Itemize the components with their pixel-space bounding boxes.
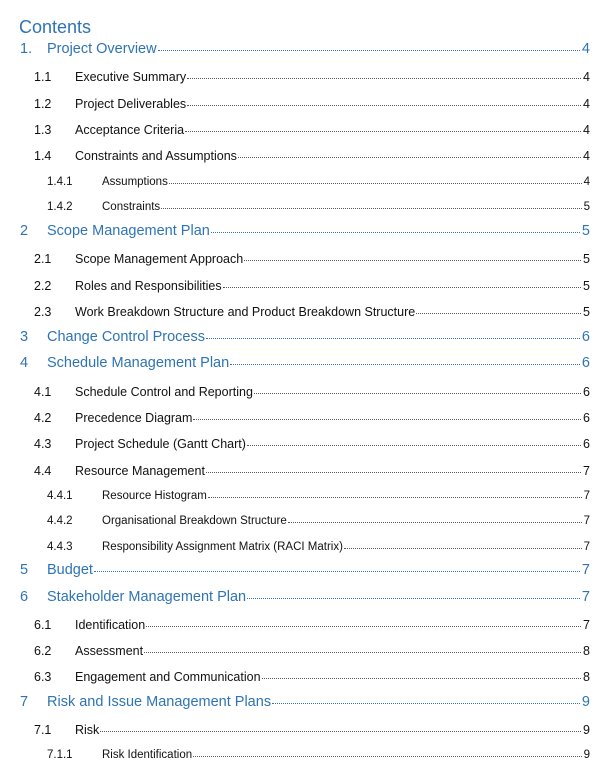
toc-entry-title[interactable]: Organisational Breakdown Structure [102,515,287,527]
toc-entry-title[interactable]: Executive Summary [75,70,187,84]
toc-leader-dots [247,587,580,599]
toc-entry[interactable] [0,353,602,373]
toc-entry[interactable] [0,692,602,712]
toc-entry[interactable] [0,560,602,580]
toc-entry-page[interactable]: 7 [581,562,590,578]
toc-entry-page[interactable]: 9 [583,723,590,737]
toc-entry-number: 4.4.2 [47,515,73,527]
toc-entry-title[interactable]: Constraints and Assumptions [75,149,237,163]
toc-entry-title[interactable]: Scope Management Approach [75,252,244,266]
toc-entry-page[interactable]: 8 [583,644,590,658]
toc-entry-number: 4.4.1 [47,490,73,502]
toc-entry-title[interactable]: Change Control Process [47,329,205,345]
toc-entry-title[interactable]: Project Overview [47,41,157,57]
toc-entry-title[interactable]: Risk and Issue Management Plans [47,694,272,710]
toc-entry-number: 7 [20,694,29,710]
toc-entry-page[interactable]: 8 [583,670,590,684]
toc-entry-number: 4.1 [34,385,52,399]
toc-entry[interactable] [0,745,602,765]
toc-entry[interactable] [0,221,602,241]
toc-entry-title[interactable]: Roles and Responsibilities [75,279,222,293]
toc-entry-number: 6 [20,589,29,605]
toc-entry-page[interactable]: 6 [581,329,590,345]
toc-leader-dots [144,641,581,653]
toc-leader-dots [146,615,581,627]
toc-leader-dots [185,120,581,132]
toc-entry[interactable] [0,39,602,59]
toc-entry-title[interactable]: Assessment [75,644,144,658]
toc-leader-dots [211,221,580,233]
toc-entry-page[interactable]: 7 [583,464,590,478]
toc-entry-page[interactable]: 7 [583,541,590,553]
toc-leader-dots [158,39,580,51]
toc-entry[interactable] [0,486,602,506]
toc-entry-number: 1.3 [34,123,52,137]
toc-entry-title[interactable]: Schedule Management Plan [47,355,230,371]
toc-entry-number: 3 [20,329,29,345]
toc-leader-dots [187,94,581,106]
toc-leader-dots [238,146,581,158]
toc-entry-title[interactable]: Constraints [102,201,161,213]
toc-entry-number: 4.2 [34,411,52,425]
toc-entry[interactable] [0,720,602,740]
toc-entry-page[interactable]: 6 [581,355,590,371]
toc-entry-title[interactable]: Responsibility Assignment Matrix (RACI Matrix) [102,541,343,553]
toc-entry[interactable] [0,461,602,481]
toc-entry-page[interactable]: 7 [583,515,590,527]
toc-entry-title[interactable]: Precedence Diagram [75,411,193,425]
toc-entry-title[interactable]: Work Breakdown Structure and Product Breakdown Structure [75,305,416,319]
toc-entry-title[interactable]: Stakeholder Management Plan [47,589,247,605]
toc-entry-number: 6.1 [34,618,52,632]
toc-leader-dots [208,486,582,498]
toc-entry-title[interactable]: Risk Identification [102,749,193,761]
toc-entry-number: 4 [20,355,29,371]
toc-entry[interactable] [0,511,602,531]
toc-entry-page[interactable]: 4 [581,41,590,57]
toc-leader-dots [272,692,580,704]
toc-entry[interactable] [0,67,602,87]
toc-entry-number: 2.2 [34,279,52,293]
toc-entry-number: 7.1 [34,723,52,737]
toc-entry-title[interactable]: Resource Histogram [102,490,207,502]
toc-entry[interactable] [0,408,602,428]
toc-entry-title[interactable]: Project Deliverables [75,97,187,111]
toc-entry[interactable] [0,197,602,217]
toc-leader-dots [262,667,581,679]
toc-entry-page[interactable]: 5 [581,223,590,239]
toc-leader-dots [244,249,581,261]
toc-entry-page[interactable]: 4 [583,149,590,163]
toc-entry-title[interactable]: Scope Management Plan [47,223,210,239]
toc-entry-page[interactable]: 7 [581,589,590,605]
toc-entry-number: 4.4.3 [47,541,73,553]
toc-entry-title[interactable]: Risk [75,723,100,737]
toc-entry[interactable] [0,327,602,347]
toc-entry-number: 1.2 [34,97,52,111]
toc-leader-dots [161,197,582,209]
toc-entry-title[interactable]: Engagement and Communication [75,670,261,684]
toc-entry[interactable] [0,587,602,607]
toc-leader-dots [206,461,581,473]
toc-entry[interactable] [0,302,602,322]
toc-entry-title[interactable]: Resource Management [75,464,205,478]
toc-entry[interactable] [0,382,602,402]
toc-entry-page[interactable]: 7 [583,618,590,632]
toc-entry-title[interactable]: Identification [75,618,146,632]
toc-entry-number: 6.3 [34,670,52,684]
toc-entry[interactable] [0,120,602,140]
toc-leader-dots [223,276,581,288]
toc-entry[interactable] [0,172,602,192]
toc-leader-dots [288,511,582,523]
toc-entry-page[interactable]: 5 [583,279,590,293]
toc-entry-number: 5 [20,562,29,578]
toc-entry-title[interactable]: Budget [47,562,93,578]
toc-entry-number: 4.4 [34,464,52,478]
toc-leader-dots [344,537,582,549]
contents-heading: Contents [19,17,92,37]
toc-entry-page[interactable]: 9 [581,694,590,710]
toc-leader-dots [193,408,581,420]
toc-entry[interactable] [0,615,602,635]
toc-entry-number: 4.3 [34,437,52,451]
toc-entry-number: 7.1.1 [47,749,73,761]
toc-entry[interactable] [0,276,602,296]
toc-entry[interactable] [0,434,602,454]
toc-entry-page[interactable]: 4 [583,97,590,111]
toc-entry-page[interactable]: 7 [583,490,590,502]
toc-entry-number: 2.3 [34,305,52,319]
toc-entry-page[interactable]: 4 [583,123,590,137]
toc-entry[interactable] [0,641,602,661]
toc-entry-number: 1. [20,41,33,57]
toc-entry[interactable] [0,94,602,114]
toc-entry-title[interactable]: Schedule Control and Reporting [75,385,253,399]
toc-leader-dots [416,302,581,314]
toc-entry-number: 1.4.2 [47,201,73,213]
toc-entry-title[interactable]: Acceptance Criteria [75,123,185,137]
toc-entry-page[interactable]: 4 [583,70,590,84]
toc-leader-dots [206,327,580,339]
toc-entry-page[interactable]: 4 [583,176,590,188]
toc-leader-dots [100,720,581,732]
toc-entry-page[interactable]: 5 [583,252,590,266]
toc-entry-number: 2 [20,223,29,239]
toc-entry-number: 1.4.1 [47,176,73,188]
toc-entry[interactable] [0,537,602,557]
toc-entry-page[interactable]: 5 [583,305,590,319]
toc-entry-page[interactable]: 5 [583,201,590,213]
toc-entry-number: 2.1 [34,252,52,266]
toc-entry[interactable] [0,249,602,269]
toc-leader-dots [230,353,580,365]
toc-entry-title[interactable]: Assumptions [102,176,168,188]
toc-leader-dots [187,67,581,79]
toc-leader-dots [94,560,580,572]
toc-entry-title[interactable]: Project Schedule (Gantt Chart) [75,437,246,451]
toc-entry-page[interactable]: 6 [583,385,590,399]
toc-entry-number: 1.1 [34,70,52,84]
toc-entry-page[interactable]: 6 [583,411,590,425]
toc-entry-page[interactable]: 6 [583,437,590,451]
toc-entry[interactable] [0,667,602,687]
toc-leader-dots [254,382,581,394]
toc-leader-dots [193,745,582,757]
toc-leader-dots [247,434,581,446]
toc-leader-dots [169,172,582,184]
toc-entry-number: 6.2 [34,644,52,658]
toc-entry[interactable] [0,146,602,166]
toc-entry-number: 1.4 [34,149,52,163]
toc-entry-page[interactable]: 9 [583,749,590,761]
